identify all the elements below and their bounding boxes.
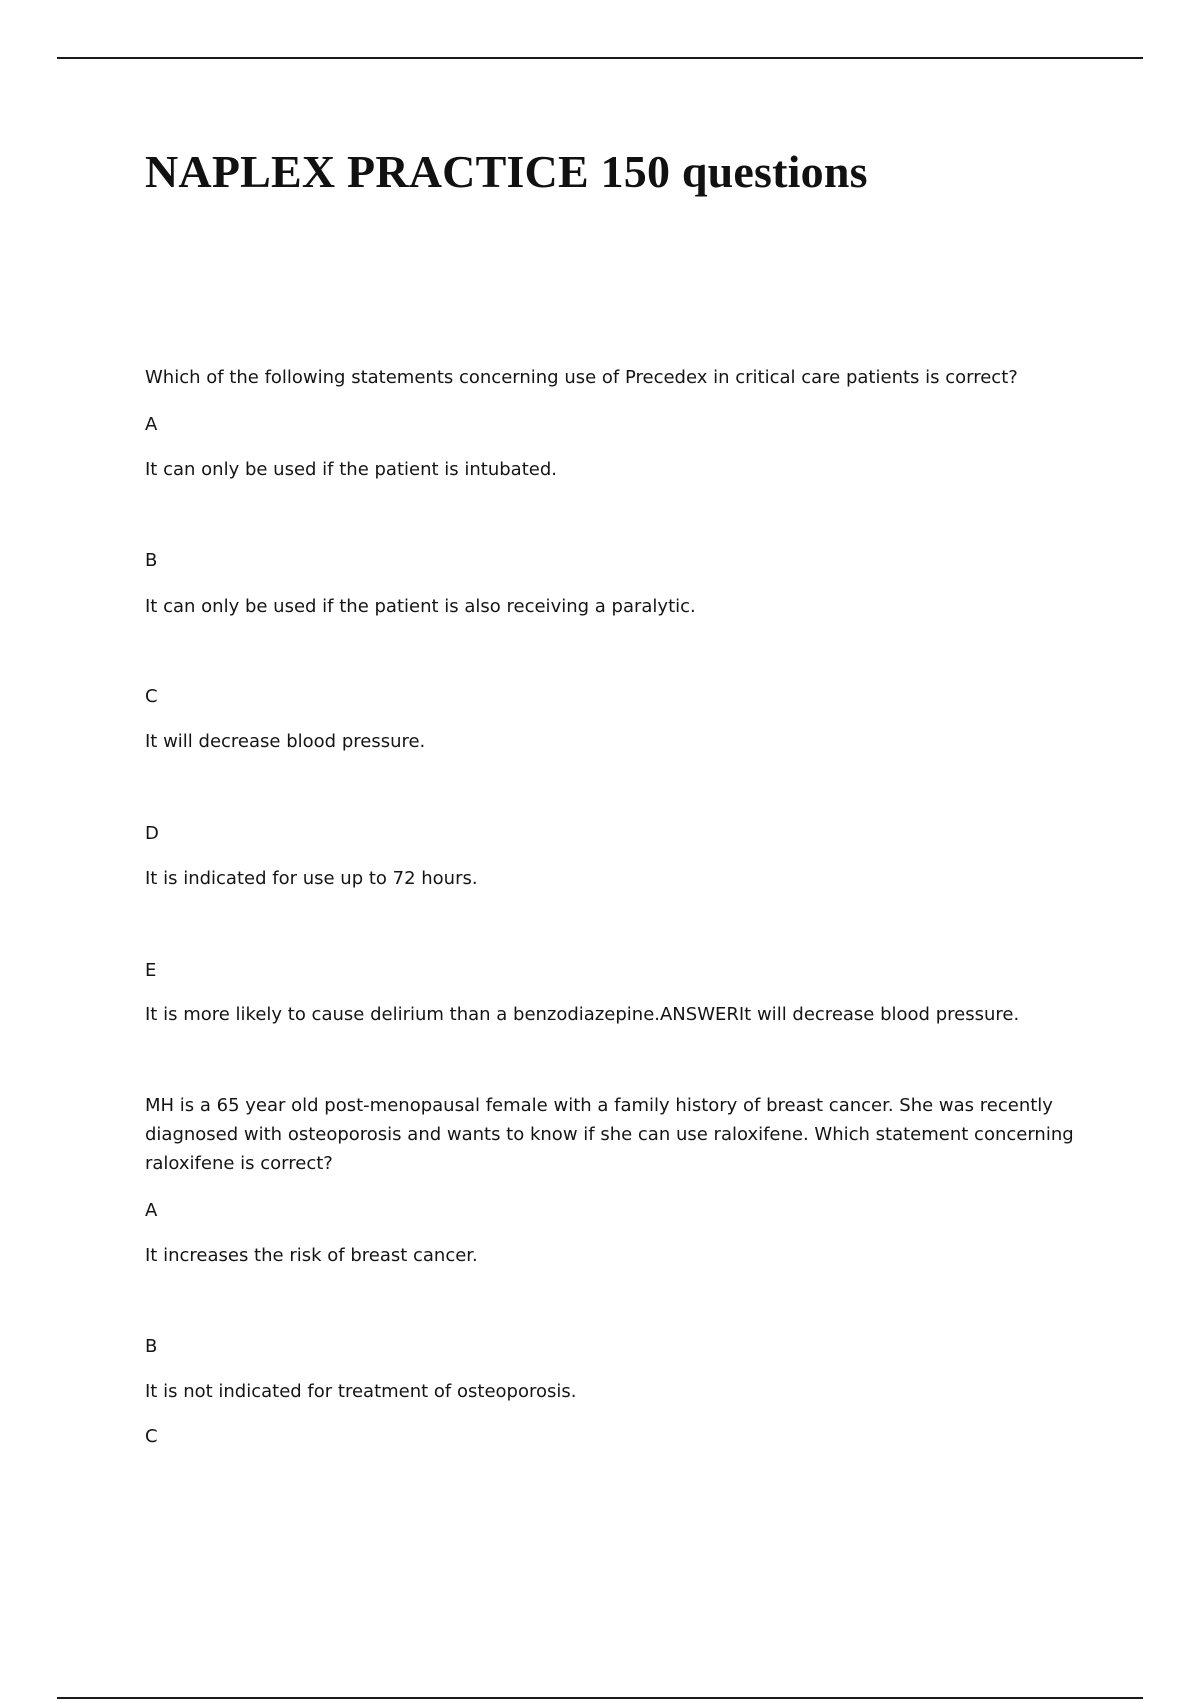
question-1-option-d-letter: D [145, 823, 159, 844]
document-title: NAPLEX PRACTICE 150 questions [145, 146, 868, 197]
question-1-option-c-text: It will decrease blood pressure. [145, 731, 426, 752]
question-2-stem: MH is a 65 year old post-menopausal female with a family history of breast cancer. She was recently diagnosed with osteoporosis and wants to know if she can use raloxifene. Which statement concerning raloxifene is correct? [145, 1095, 1074, 1174]
question-1-option-c-letter: C [145, 686, 158, 707]
question-1-stem: Which of the following statements concerning use of Precedex in critical care patients is correct? [145, 367, 1018, 388]
question-2-option-c-letter: C [145, 1426, 158, 1447]
question-2-option-b-text: It is not indicated for treatment of osteoporosis. [145, 1381, 577, 1402]
question-2-option-a-text: It increases the risk of breast cancer. [145, 1245, 478, 1266]
top-divider [57, 57, 1143, 59]
question-1-option-a-letter: A [145, 414, 158, 435]
question-2-option-a-letter: A [145, 1200, 158, 1221]
bottom-divider [57, 1697, 1143, 1699]
question-1-option-b-text: It can only be used if the patient is also receiving a paralytic. [145, 596, 696, 617]
question-1-option-d-text: It is indicated for use up to 72 hours. [145, 868, 478, 889]
question-1-option-e-text: It is more likely to cause delirium than a benzodiazepine.ANSWERIt will decrease blood pressure. [145, 1004, 1020, 1025]
question-2-option-b-letter: B [145, 1336, 158, 1357]
question-1-option-a-text: It can only be used if the patient is intubated. [145, 459, 557, 480]
question-1-option-e-letter: E [145, 960, 157, 981]
question-1-option-b-letter: B [145, 550, 158, 571]
